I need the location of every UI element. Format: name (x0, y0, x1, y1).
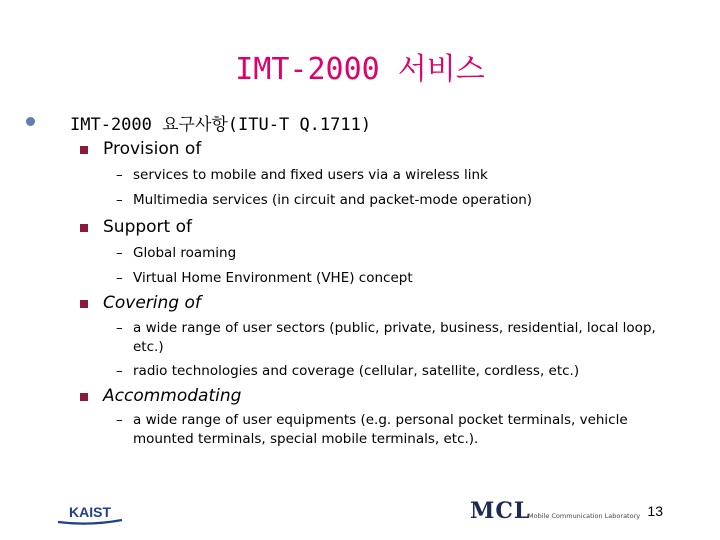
list-item: – Virtual Home Environment (VHE) concept (116, 270, 413, 286)
list-item: – a wide range of user sectors (public, private, business, residential, local loop, etc.) (116, 320, 656, 355)
main-bullet: IMT-2000 요구사항(ITU-T Q.1711) (70, 115, 372, 135)
bullet-dot-icon (26, 117, 35, 126)
list-item: – radio technologies and coverage (cellular, satellite, cordless, etc.) (116, 363, 580, 379)
slide-title: IMT-2000 서비스 (235, 52, 485, 87)
list-item: – Global roaming (116, 245, 237, 261)
kaist-logo-text: KAIST (69, 504, 111, 520)
square-bullet-icon (80, 146, 88, 154)
list-item: – Multimedia services (in circuit and packet-mode operation) (116, 192, 533, 208)
mcl-logo-text: MCL (470, 498, 531, 524)
list-item: – services to mobile and fixed users via a wireless link (116, 167, 488, 183)
section-heading: Accommodating (103, 386, 242, 406)
mcl-logo (470, 498, 660, 526)
section-heading: Provision of (103, 139, 202, 159)
mcl-logo-subtitle: Mobile Communication Laboratory (528, 512, 641, 520)
kaist-logo (56, 503, 124, 525)
section-heading: Support of (103, 217, 192, 237)
square-bullet-icon (80, 300, 88, 308)
square-bullet-icon (80, 224, 88, 232)
section-heading: Covering of (103, 293, 201, 313)
square-bullet-icon (80, 393, 88, 401)
page-number: 13 (647, 503, 663, 519)
list-item: – a wide range of user equipments (e.g. personal pocket terminals, vehicle mounted terminals, special mobile terminals, etc.). (116, 412, 628, 447)
